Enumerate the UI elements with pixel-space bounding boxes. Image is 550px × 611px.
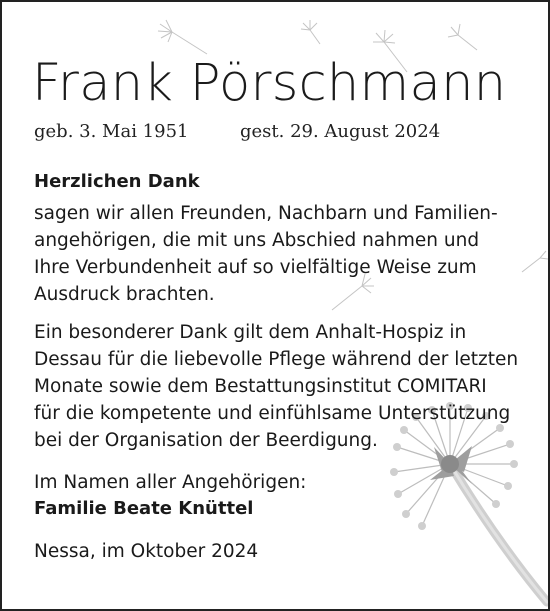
on-behalf-line: Im Namen aller Angehörigen: xyxy=(34,472,307,493)
special-thanks-paragraph: Ein besonderer Dank gilt dem Anhalt-Hospiz in Dessau für die liebevolle Pflege während der letzten Monate sowie dem Bestattungsinstitut COMITARI für die kompetente und einfühlsame Unterstützung bei der Organisation der Beerdigung. xyxy=(34,322,519,451)
birth-date: geb. 3. Mai 1951 xyxy=(34,121,189,142)
death-date: gest. 29. August 2024 xyxy=(240,121,441,142)
dandelion-seed-icon xyxy=(301,20,320,44)
thanks-paragraph: sagen wir allen Freunden, Nachbarn und Familien- angehörigen, die mit uns Abschied nahmen und Ihre Verbundenheit auf so vielfältige Weise zum Ausdruck brachten. xyxy=(34,203,498,305)
dandelion-seed-icon xyxy=(158,20,207,54)
dandelion-seed-icon xyxy=(448,24,477,50)
thanks-heading: Herzlichen Dank xyxy=(34,171,200,192)
deceased-name: Frank Pörschmann xyxy=(32,54,507,113)
family-signature: Familie Beate Knüttel xyxy=(34,498,254,519)
place-date-line: Nessa, im Oktober 2024 xyxy=(34,541,259,562)
